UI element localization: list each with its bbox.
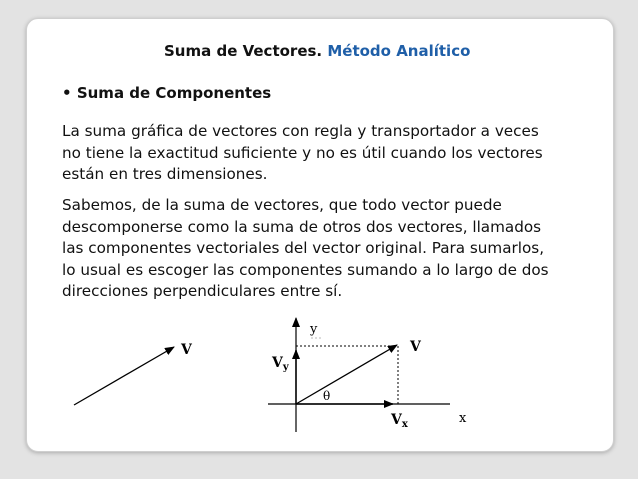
angle-label: θ — [323, 389, 331, 403]
bullet-symbol: • — [62, 84, 72, 102]
title-separator: . — [316, 42, 323, 60]
title-main: Suma de Vectores — [164, 42, 317, 60]
paragraph-line: están en tres dimensiones. — [62, 165, 268, 183]
y-axis-label: y — [310, 322, 318, 337]
left-vector-arrow — [74, 347, 174, 405]
vx-letter: V — [391, 412, 402, 428]
paragraph-line: direcciones perpendiculares entre sí. — [62, 282, 343, 300]
title-subtitle: Método Analítico — [322, 42, 471, 60]
paragraph-line: Sabemos, de la suma de vectores, que todo vector puede — [62, 196, 502, 214]
bullet-text: Suma de Componentes — [76, 84, 272, 102]
vy-subscript: y — [282, 362, 289, 373]
main-vector-label: V — [410, 339, 421, 355]
left-vector-label: V — [181, 342, 192, 358]
x-axis-label: x — [459, 411, 467, 426]
paragraph-line: lo usual es escoger las componentes sumando a lo largo de dos — [62, 260, 549, 279]
vy-letter: V — [272, 355, 283, 371]
vy-label — [271, 355, 290, 373]
paragraph-line: descomponerse como la suma de otros dos vectores, llamados — [62, 217, 542, 236]
vx-subscript: x — [401, 419, 408, 430]
paragraph-line: las componentes vectoriales del vector original. Para sumarlos, — [62, 239, 545, 257]
main-vector-arrow — [296, 345, 397, 404]
paragraph-line: no tiene la exactitud suficiente y no es útil cuando los vectores — [62, 143, 543, 162]
vx-label — [390, 412, 409, 430]
paragraph-line: La suma gráfica de vectores con regla y transportador a veces — [62, 122, 539, 140]
